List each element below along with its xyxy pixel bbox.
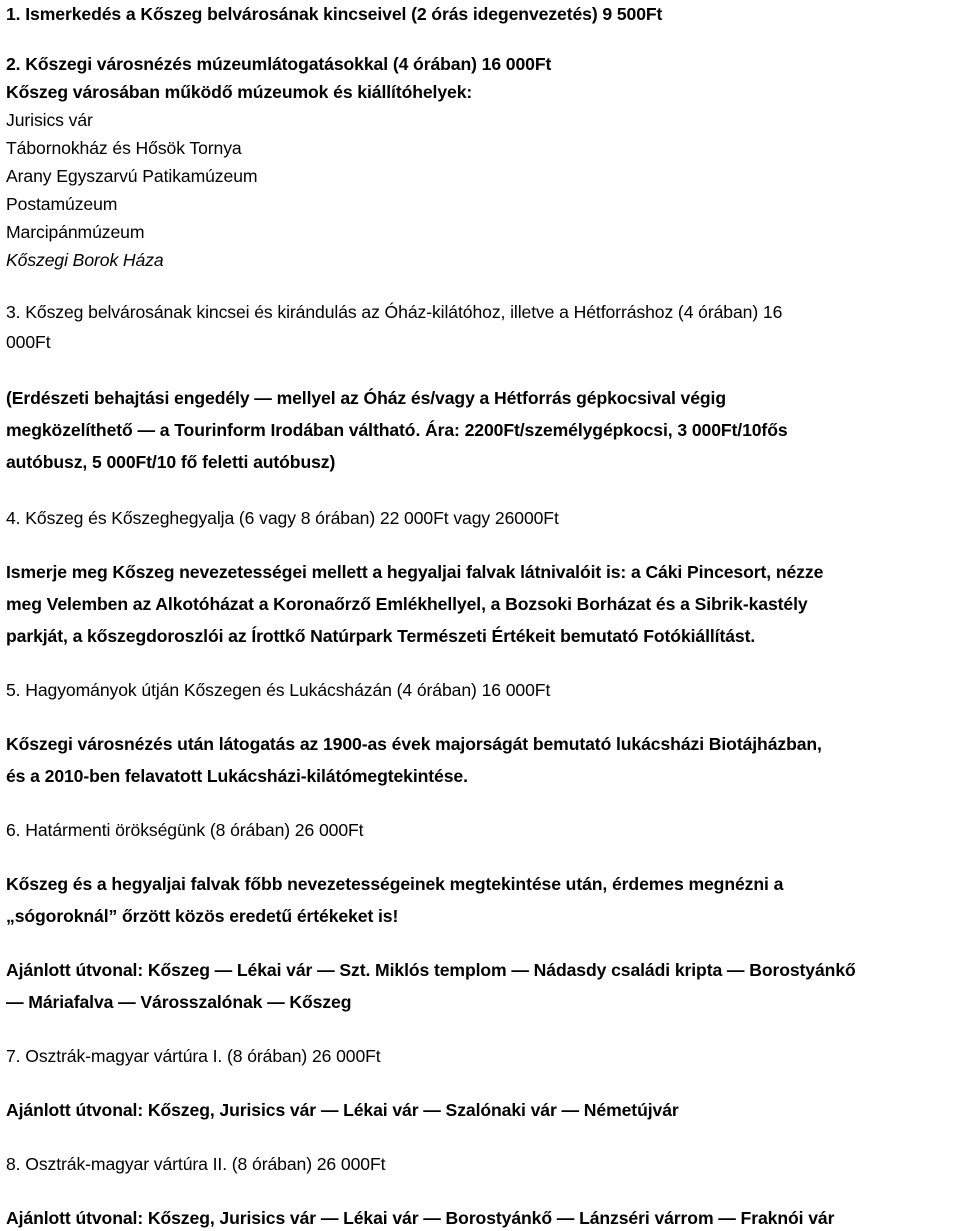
- item2-heading: 2. Kőszegi városnézés múzeumlátogatásokkal (4 órában) 16 000Ft: [6, 54, 552, 74]
- museum-list-item: Tábornokház és Hősök Tornya: [6, 138, 242, 158]
- item3-note-line1: (Erdészeti behajtási engedély — mellyel az Óház és/vagy a Hétforrás gépkocsival végig: [6, 388, 726, 408]
- item3-note-line2: megközelíthető — a Tourinform Irodában váltható. Ára: 2200Ft/személygépkocsi, 3 000Ft/10fős: [6, 420, 788, 440]
- museum-list-item: Arany Egyszarvú Patikamúzeum: [6, 166, 258, 186]
- museum-list-item: Jurisics vár: [6, 110, 93, 130]
- item4-desc-line3: parkját, a kőszegdoroszlói az Írottkő Natúrpark Természeti Értékeit bemutató Fotókiállítást.: [6, 626, 756, 646]
- item6-heading: 6. Határmenti örökségünk (8 órában) 26 000Ft: [6, 820, 364, 840]
- item5-desc-line1: Kőszegi városnézés után látogatás az 1900-as évek majorságát bemutató lukácsházi Biotájházban,: [6, 734, 822, 754]
- museum-list-item: Postamúzeum: [6, 194, 118, 214]
- item5-heading: 5. Hagyományok útján Kőszegen és Lukácsházán (4 órában) 16 000Ft: [6, 680, 551, 700]
- item3-heading-line1: 3. Kőszeg belvárosának kincsei és kirándulás az Óház-kilátóhoz, illetve a Hétforráshoz (4 órában) 16: [6, 302, 783, 322]
- item4-desc-line2: meg Velemben az Alkotóházat a Koronaőrző Emlékhellyel, a Bozsoki Borházat és a Sibrik-kastély: [6, 594, 808, 614]
- item6-route-line2: — Máriafalva — Városszalónak — Kőszeg: [6, 992, 352, 1012]
- item4-desc-line1: Ismerje meg Kőszeg nevezetességei mellett a hegyaljai falvak látnivalóit is: a Cáki Pincesort, nézze: [6, 562, 824, 582]
- item1-heading: 1. Ismerkedés a Kőszeg belvárosának kincseivel (2 órás idegenvezetés) 9 500Ft: [6, 4, 663, 24]
- item4-heading: 4. Kőszeg és Kőszeghegyalja (6 vagy 8 órában) 22 000Ft vagy 26000Ft: [6, 508, 559, 528]
- item3-note-line3: autóbusz, 5 000Ft/10 fő feletti autóbusz): [6, 452, 336, 472]
- museum-list-item: Kőszegi Borok Háza: [6, 250, 164, 270]
- item7-route: Ajánlott útvonal: Kőszeg, Jurisics vár — Lékai vár — Szalónaki vár — Németújvár: [6, 1100, 679, 1120]
- item6-desc-line2: „sógoroknál” őrzött közös eredetű értékeket is!: [6, 906, 399, 926]
- item6-route-line1: Ajánlott útvonal: Kőszeg — Lékai vár — Szt. Miklós templom — Nádasdy családi kripta — Borostyánkő: [6, 960, 856, 980]
- item2-intro: Kőszeg városában működő múzeumok és kiállítóhelyek:: [6, 82, 473, 102]
- museum-list-item: Marcipánmúzeum: [6, 222, 145, 242]
- item5-desc-line2: és a 2010-ben felavatott Lukácsházi-kilátómegtekintése.: [6, 766, 468, 786]
- item8-route: Ajánlott útvonal: Kőszeg, Jurisics vár — Lékai vár — Borostyánkő — Lánzséri várrom — Fraknói vár: [6, 1208, 835, 1228]
- item7-heading: 7. Osztrák-magyar vártúra I. (8 órában) 26 000Ft: [6, 1046, 381, 1066]
- item3-heading-line2: 000Ft: [6, 332, 51, 352]
- item8-heading: 8. Osztrák-magyar vártúra II. (8 órában) 26 000Ft: [6, 1154, 386, 1174]
- item6-desc-line1: Kőszeg és a hegyaljai falvak főbb nevezetességeinek megtekintése után, érdemes megnézni a: [6, 874, 784, 894]
